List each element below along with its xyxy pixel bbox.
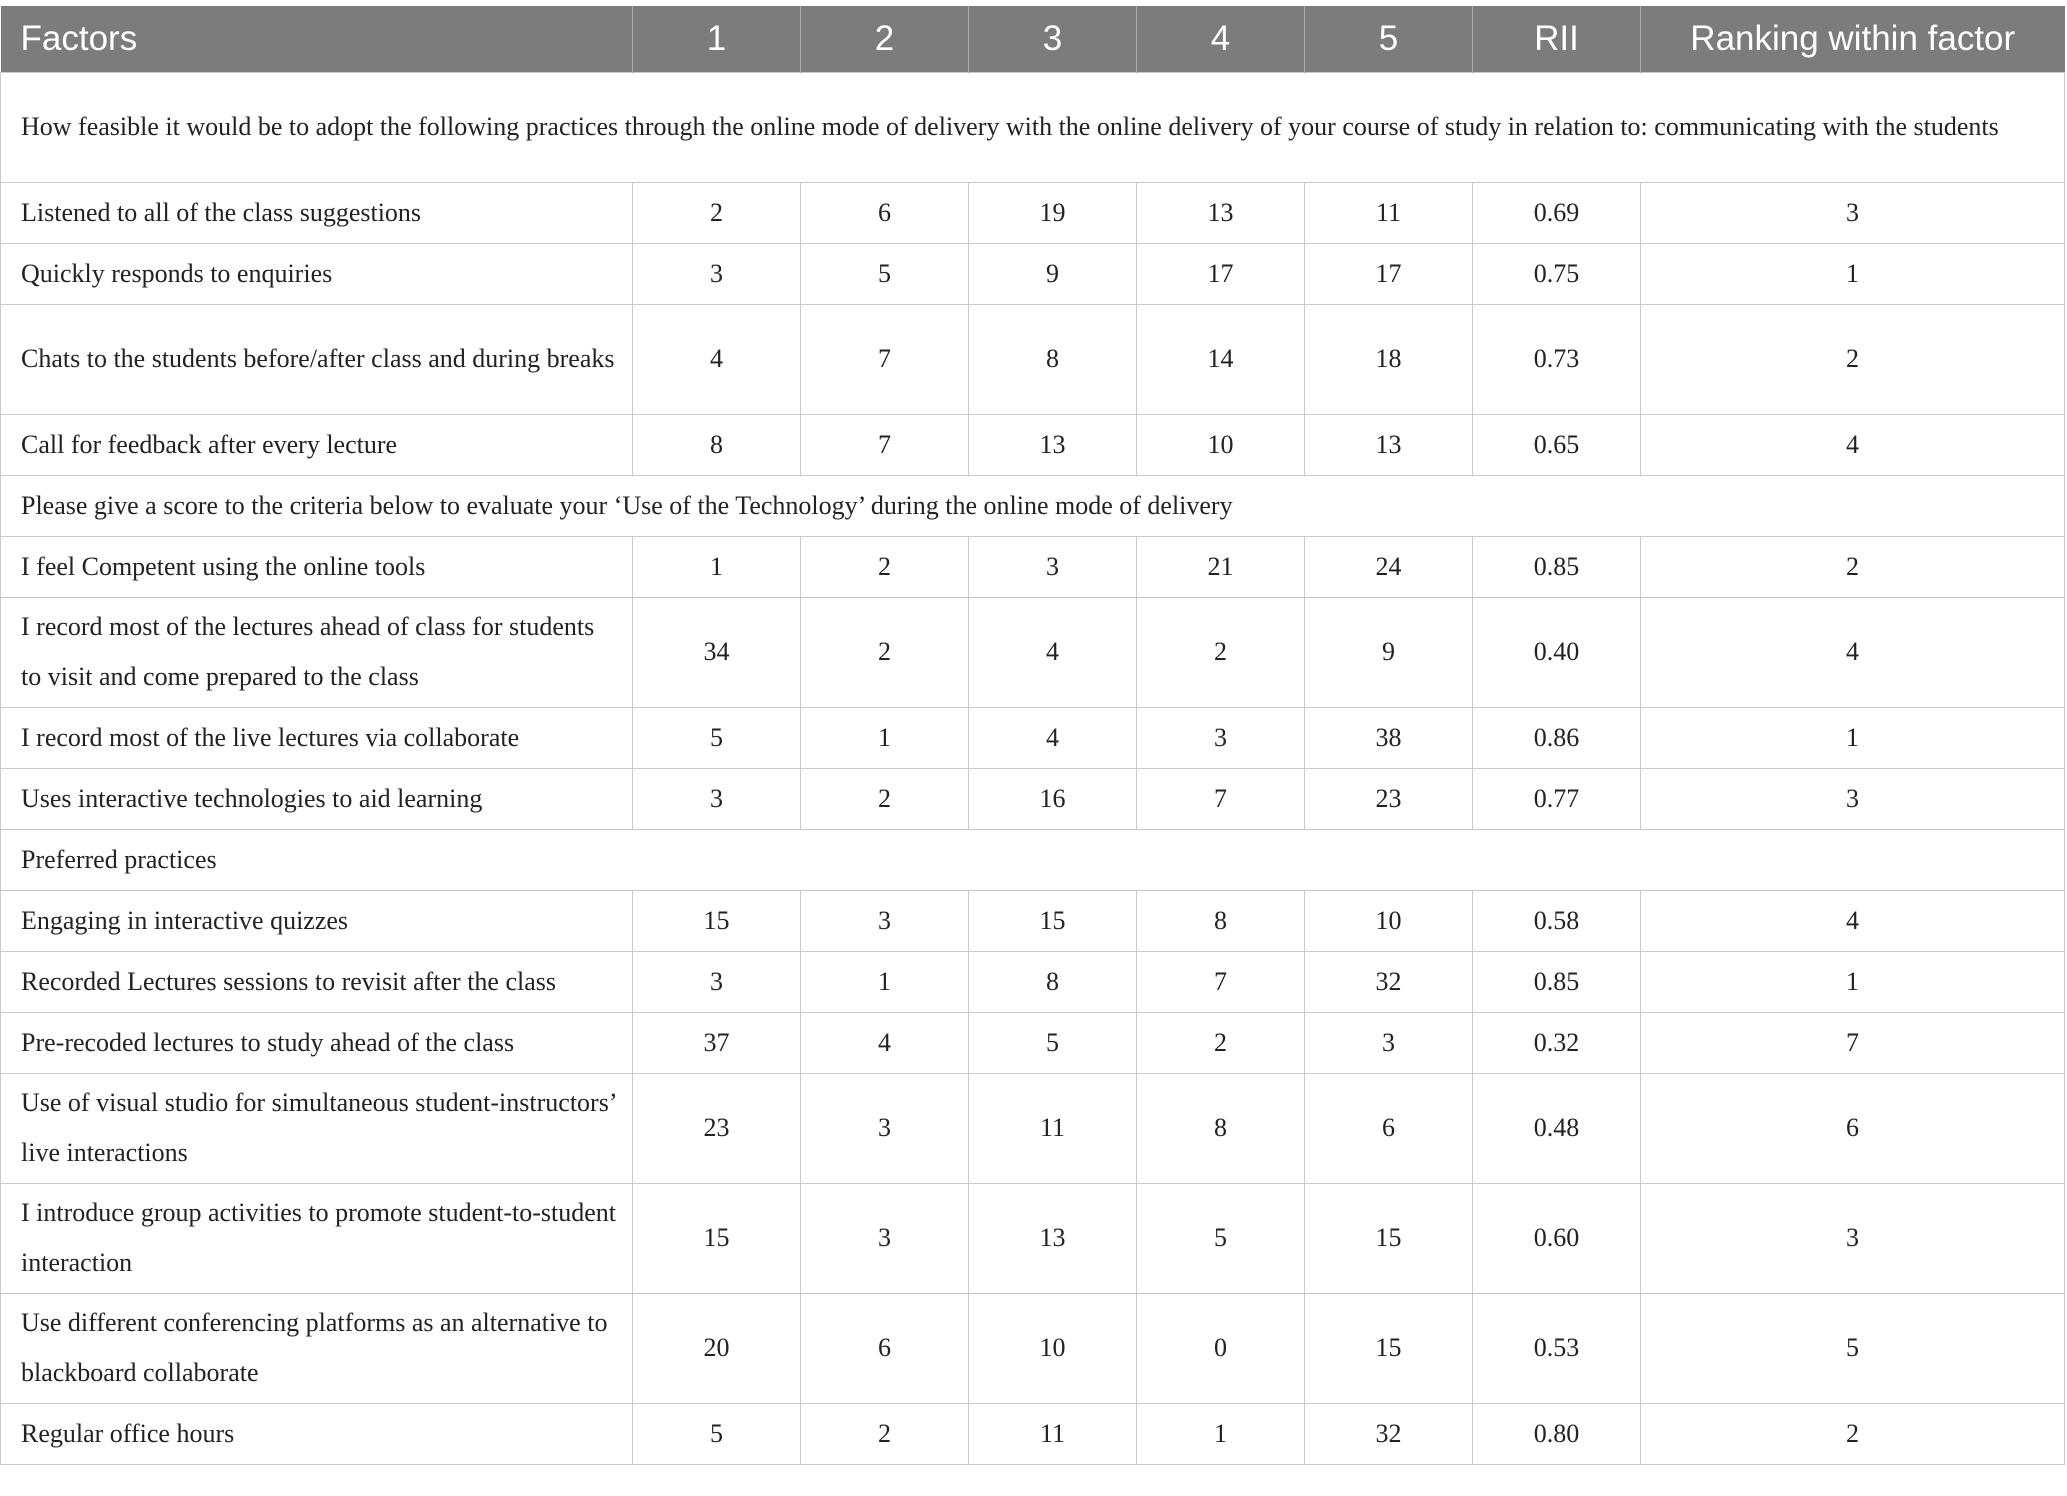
- factor-label: Use different conferencing platforms as an alternative to blackboard collaborate: [1, 1293, 633, 1403]
- factor-label: Chats to the students before/after class and during breaks: [1, 304, 633, 414]
- ranking-value: 7: [1641, 1012, 2065, 1073]
- score-5-count: 32: [1305, 951, 1473, 1012]
- score-3-count: 4: [969, 707, 1137, 768]
- ranking-value: 3: [1641, 768, 2065, 829]
- score-5-count: 13: [1305, 414, 1473, 475]
- score-4-count: 2: [1137, 597, 1305, 707]
- factor-label: I introduce group activities to promote student-to-student interaction: [1, 1183, 633, 1293]
- score-1-count: 5: [633, 707, 801, 768]
- score-3-count: 5: [969, 1012, 1137, 1073]
- score-5-count: 6: [1305, 1073, 1473, 1183]
- score-4-count: 8: [1137, 1073, 1305, 1183]
- table-row: [1, 597, 2065, 707]
- score-2-count: 4: [801, 1012, 969, 1073]
- table-row: [1, 951, 2065, 1012]
- header-score-2: 2: [801, 6, 969, 72]
- score-1-count: 8: [633, 414, 801, 475]
- score-2-count: 5: [801, 243, 969, 304]
- score-4-count: 13: [1137, 182, 1305, 243]
- ranking-value: 1: [1641, 951, 2065, 1012]
- header-factors: Factors: [1, 6, 633, 72]
- score-3-count: 8: [969, 304, 1137, 414]
- ranking-value: 4: [1641, 890, 2065, 951]
- score-5-count: 23: [1305, 768, 1473, 829]
- score-5-count: 11: [1305, 182, 1473, 243]
- score-5-count: 9: [1305, 597, 1473, 707]
- score-3-count: 9: [969, 243, 1137, 304]
- ranking-value: 4: [1641, 597, 2065, 707]
- score-2-count: 2: [801, 768, 969, 829]
- score-5-count: 15: [1305, 1293, 1473, 1403]
- score-1-count: 2: [633, 182, 801, 243]
- score-1-count: 37: [633, 1012, 801, 1073]
- score-2-count: 6: [801, 182, 969, 243]
- score-3-count: 15: [969, 890, 1137, 951]
- score-4-count: 2: [1137, 1012, 1305, 1073]
- score-3-count: 8: [969, 951, 1137, 1012]
- factor-label: Quickly responds to enquiries: [1, 243, 633, 304]
- table-row: [1, 1293, 2065, 1403]
- rii-value: 0.77: [1473, 768, 1641, 829]
- score-3-count: 11: [969, 1403, 1137, 1464]
- score-5-count: 32: [1305, 1403, 1473, 1464]
- table-row: [1, 414, 2065, 475]
- header-ranking: Ranking within factor: [1641, 6, 2065, 72]
- table-row: [1, 768, 2065, 829]
- table-row: [1, 707, 2065, 768]
- score-4-count: 0: [1137, 1293, 1305, 1403]
- header-score-4: 4: [1137, 6, 1305, 72]
- section-title: Preferred practices: [1, 829, 2065, 890]
- table-row: [1, 243, 2065, 304]
- score-5-count: 24: [1305, 536, 1473, 597]
- ranking-value: 2: [1641, 304, 2065, 414]
- rii-value: 0.75: [1473, 243, 1641, 304]
- ranking-value: 1: [1641, 243, 2065, 304]
- score-1-count: 5: [633, 1403, 801, 1464]
- rii-value: 0.58: [1473, 890, 1641, 951]
- rii-value: 0.32: [1473, 1012, 1641, 1073]
- score-2-count: 6: [801, 1293, 969, 1403]
- score-1-count: 15: [633, 1183, 801, 1293]
- factor-label: Listened to all of the class suggestions: [1, 182, 633, 243]
- ranking-value: 2: [1641, 1403, 2065, 1464]
- table-row: [1, 1403, 2065, 1464]
- score-3-count: 13: [969, 1183, 1137, 1293]
- ranking-value: 3: [1641, 182, 2065, 243]
- rii-table: [0, 6, 2065, 1465]
- score-1-count: 3: [633, 768, 801, 829]
- score-4-count: 5: [1137, 1183, 1305, 1293]
- score-2-count: 2: [801, 536, 969, 597]
- rii-value: 0.48: [1473, 1073, 1641, 1183]
- score-3-count: 19: [969, 182, 1137, 243]
- score-1-count: 3: [633, 243, 801, 304]
- header-row: [1, 6, 2065, 72]
- score-4-count: 8: [1137, 890, 1305, 951]
- table-header: [1, 6, 2065, 72]
- score-4-count: 7: [1137, 768, 1305, 829]
- ranking-value: 5: [1641, 1293, 2065, 1403]
- rii-value: 0.60: [1473, 1183, 1641, 1293]
- score-4-count: 21: [1137, 536, 1305, 597]
- ranking-value: 6: [1641, 1073, 2065, 1183]
- header-rii: RII: [1473, 6, 1641, 72]
- score-2-count: 3: [801, 890, 969, 951]
- rii-value: 0.85: [1473, 536, 1641, 597]
- rii-value: 0.53: [1473, 1293, 1641, 1403]
- score-1-count: 3: [633, 951, 801, 1012]
- table-row: [1, 1012, 2065, 1073]
- score-5-count: 18: [1305, 304, 1473, 414]
- header-score-3: 3: [969, 6, 1137, 72]
- factor-label: Call for feedback after every lecture: [1, 414, 633, 475]
- score-2-count: 2: [801, 597, 969, 707]
- score-4-count: 3: [1137, 707, 1305, 768]
- score-2-count: 7: [801, 304, 969, 414]
- score-3-count: 16: [969, 768, 1137, 829]
- score-2-count: 1: [801, 951, 969, 1012]
- score-3-count: 13: [969, 414, 1137, 475]
- ranking-value: 3: [1641, 1183, 2065, 1293]
- score-3-count: 3: [969, 536, 1137, 597]
- score-1-count: 15: [633, 890, 801, 951]
- table-row: [1, 890, 2065, 951]
- factor-label: Use of visual studio for simultaneous student-instructors’ live interactions: [1, 1073, 633, 1183]
- section-row: [1, 72, 2065, 182]
- score-1-count: 34: [633, 597, 801, 707]
- header-score-1: 1: [633, 6, 801, 72]
- factor-label: Pre-recoded lectures to study ahead of the class: [1, 1012, 633, 1073]
- section-row: [1, 829, 2065, 890]
- table-row: [1, 182, 2065, 243]
- section-title: How feasible it would be to adopt the following practices through the online mode of delivery with the online delivery of your course of study in relation to: communicating with the students: [1, 72, 2065, 182]
- factor-label: Engaging in interactive quizzes: [1, 890, 633, 951]
- score-4-count: 7: [1137, 951, 1305, 1012]
- score-5-count: 17: [1305, 243, 1473, 304]
- score-2-count: 2: [801, 1403, 969, 1464]
- rii-value: 0.80: [1473, 1403, 1641, 1464]
- table-body: [1, 72, 2065, 1464]
- score-2-count: 3: [801, 1073, 969, 1183]
- score-3-count: 4: [969, 597, 1137, 707]
- score-4-count: 14: [1137, 304, 1305, 414]
- section-row: [1, 475, 2065, 536]
- factor-label: Uses interactive technologies to aid learning: [1, 768, 633, 829]
- section-title: Please give a score to the criteria below to evaluate your ‘Use of the Technology’ during the online mode of delivery: [1, 475, 2065, 536]
- header-score-5: 5: [1305, 6, 1473, 72]
- table-row: [1, 304, 2065, 414]
- rii-value: 0.86: [1473, 707, 1641, 768]
- rii-value: 0.73: [1473, 304, 1641, 414]
- score-3-count: 11: [969, 1073, 1137, 1183]
- ranking-value: 1: [1641, 707, 2065, 768]
- rii-value: 0.69: [1473, 182, 1641, 243]
- score-1-count: 23: [633, 1073, 801, 1183]
- factor-label: Regular office hours: [1, 1403, 633, 1464]
- factor-label: I feel Competent using the online tools: [1, 536, 633, 597]
- score-2-count: 3: [801, 1183, 969, 1293]
- score-4-count: 17: [1137, 243, 1305, 304]
- score-1-count: 20: [633, 1293, 801, 1403]
- factor-label: I record most of the live lectures via collaborate: [1, 707, 633, 768]
- table-row: [1, 1183, 2065, 1293]
- factor-label: Recorded Lectures sessions to revisit after the class: [1, 951, 633, 1012]
- score-5-count: 3: [1305, 1012, 1473, 1073]
- ranking-value: 2: [1641, 536, 2065, 597]
- score-3-count: 10: [969, 1293, 1137, 1403]
- rii-value: 0.40: [1473, 597, 1641, 707]
- factor-label: I record most of the lectures ahead of class for students to visit and come prepared to the class: [1, 597, 633, 707]
- table-row: [1, 1073, 2065, 1183]
- rii-value: 0.65: [1473, 414, 1641, 475]
- table-row: [1, 536, 2065, 597]
- score-5-count: 10: [1305, 890, 1473, 951]
- score-5-count: 15: [1305, 1183, 1473, 1293]
- score-1-count: 1: [633, 536, 801, 597]
- ranking-value: 4: [1641, 414, 2065, 475]
- score-4-count: 10: [1137, 414, 1305, 475]
- rii-value: 0.85: [1473, 951, 1641, 1012]
- score-1-count: 4: [633, 304, 801, 414]
- score-2-count: 1: [801, 707, 969, 768]
- score-2-count: 7: [801, 414, 969, 475]
- score-5-count: 38: [1305, 707, 1473, 768]
- score-4-count: 1: [1137, 1403, 1305, 1464]
